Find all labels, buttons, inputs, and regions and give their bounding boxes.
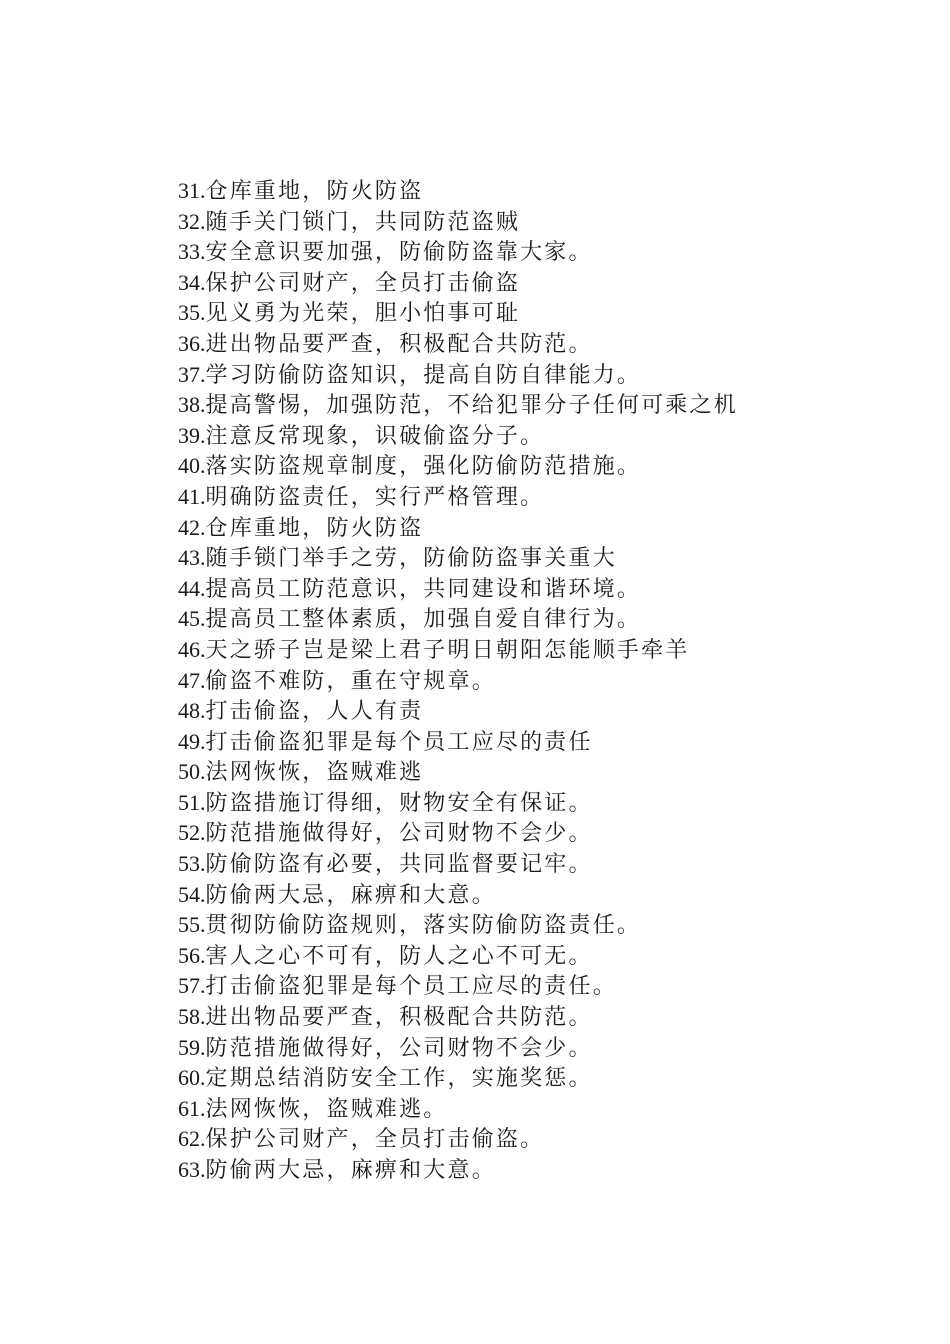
slogan-list-item xyxy=(178,666,738,697)
slogan-number: 56. xyxy=(178,942,206,968)
slogan-text: 贯彻防偷防盗规则，落实防偷防盗责任。 xyxy=(205,913,642,939)
slogan-text: 随手关门锁门，共同防范盗贼 xyxy=(205,209,521,235)
slogan-list-item xyxy=(178,543,738,574)
slogan-text: 防偷两大忌，麻痹和大意。 xyxy=(205,882,496,908)
slogan-text: 仓库重地，防火防盗 xyxy=(205,515,424,541)
slogan-number: 35. xyxy=(178,300,206,326)
slogan-text: 落实防盗规章制度，强化防偷防范措施。 xyxy=(205,454,642,480)
slogan-number: 63. xyxy=(178,1157,206,1182)
slogan-list-item xyxy=(178,941,738,972)
slogan-number: 61. xyxy=(178,1095,206,1121)
slogan-list-item xyxy=(178,880,738,911)
slogan-text: 进出物品要严查，积极配合共防范。 xyxy=(205,331,593,357)
slogan-number: 33. xyxy=(178,239,206,265)
slogan-text: 注意反常现象，识破偷盗分子。 xyxy=(205,423,545,449)
slogan-number: 50. xyxy=(178,759,206,785)
slogan-number: 44. xyxy=(178,575,206,601)
slogan-number: 48. xyxy=(178,698,206,724)
slogan-text: 随手锁门举手之劳，防偷防盗事关重大 xyxy=(205,546,617,572)
slogan-list-item xyxy=(178,971,738,1002)
slogan-number: 54. xyxy=(178,881,206,907)
slogan-number: 57. xyxy=(178,973,206,999)
slogan-number: 38. xyxy=(178,392,206,418)
slogan-text: 保护公司财产，全员打击偷盗 xyxy=(205,270,521,296)
slogan-list-item xyxy=(178,635,738,666)
slogan-text: 明确防盗责任，实行严格管理。 xyxy=(205,484,545,510)
slogan-number: 42. xyxy=(178,514,206,540)
slogan-number: 34. xyxy=(178,269,206,295)
slogan-text: 防偷两大忌，麻痹和大意。 xyxy=(205,1158,496,1183)
slogan-list-item xyxy=(178,1063,738,1094)
slogan-list-item xyxy=(178,207,738,238)
slogan-list-item xyxy=(178,176,738,207)
slogan-list xyxy=(178,176,738,1186)
slogan-list-item xyxy=(178,788,738,819)
slogan-list-item xyxy=(178,421,738,452)
slogan-list-item xyxy=(178,1124,738,1155)
slogan-list-item xyxy=(178,910,738,941)
slogan-text: 见义勇为光荣，胆小怕事可耻 xyxy=(205,301,521,327)
slogan-number: 60. xyxy=(178,1065,206,1091)
slogan-list-item xyxy=(178,513,738,544)
slogan-text: 打击偷盗犯罪是每个员工应尽的责任。 xyxy=(205,974,617,1000)
slogan-text: 害人之心不可有，防人之心不可无。 xyxy=(205,943,593,969)
slogan-text: 安全意识要加强，防偷防盗靠大家。 xyxy=(205,240,593,266)
slogan-text: 仓库重地，防火防盗 xyxy=(205,179,424,204)
slogan-number: 51. xyxy=(178,789,206,815)
slogan-list-item xyxy=(178,574,738,605)
slogan-number: 31. xyxy=(178,178,206,203)
slogan-list-item xyxy=(178,329,738,360)
slogan-number: 37. xyxy=(178,361,206,387)
slogan-list-item xyxy=(178,818,738,849)
slogan-list-item xyxy=(178,451,738,482)
slogan-number: 45. xyxy=(178,606,206,632)
slogan-text: 提高员工整体素质，加强自爱自律行为。 xyxy=(205,607,642,633)
slogan-list-item xyxy=(178,237,738,268)
slogan-list-item xyxy=(178,696,738,727)
slogan-list-item xyxy=(178,298,738,329)
slogan-text: 保护公司财产，全员打击偷盗。 xyxy=(205,1127,545,1153)
slogan-list-item xyxy=(178,1033,738,1064)
slogan-list-item xyxy=(178,360,738,391)
slogan-text: 打击偷盗，人人有责 xyxy=(205,699,424,725)
slogan-list-item xyxy=(178,604,738,635)
slogan-text: 防偷防盗有必要，共同监督要记牢。 xyxy=(205,852,593,878)
slogan-number: 55. xyxy=(178,912,206,938)
slogan-text: 学习防偷防盗知识，提高自防自律能力。 xyxy=(205,362,642,388)
slogan-number: 62. xyxy=(178,1126,206,1152)
slogan-text: 偷盗不难防，重在守规章。 xyxy=(205,668,496,694)
slogan-text: 定期总结消防安全工作，实施奖惩。 xyxy=(205,1066,593,1092)
slogan-number: 32. xyxy=(178,208,206,234)
slogan-number: 52. xyxy=(178,820,206,846)
slogan-number: 53. xyxy=(178,851,206,877)
slogan-text: 天之骄子岂是梁上君子明日朝阳怎能顺手牵羊 xyxy=(205,637,690,663)
slogan-list-item xyxy=(178,1002,738,1033)
slogan-number: 58. xyxy=(178,1004,206,1030)
slogan-text: 法网恢恢，盗贼难逃。 xyxy=(205,1096,448,1122)
slogan-number: 43. xyxy=(178,545,206,571)
slogan-list-item xyxy=(178,390,738,421)
slogan-text: 法网恢恢，盗贼难逃 xyxy=(205,760,424,786)
slogan-list-item xyxy=(178,1094,738,1125)
slogan-number: 39. xyxy=(178,422,206,448)
slogan-text: 提高警惕，加强防范，不给犯罪分子任何可乘之机 xyxy=(205,393,738,419)
slogan-text: 进出物品要严查，积极配合共防范。 xyxy=(205,1005,593,1031)
slogan-list-item xyxy=(178,849,738,880)
slogan-number: 46. xyxy=(178,636,206,662)
slogan-list-item xyxy=(178,757,738,788)
slogan-number: 49. xyxy=(178,728,206,754)
slogan-list-item xyxy=(178,1155,738,1186)
slogan-text: 打击偷盗犯罪是每个员工应尽的责任 xyxy=(205,729,593,755)
slogan-list-item xyxy=(178,727,738,758)
slogan-number: 36. xyxy=(178,330,206,356)
slogan-text: 防范措施做得好，公司财物不会少。 xyxy=(205,821,593,847)
slogan-list-item xyxy=(178,268,738,299)
slogan-number: 59. xyxy=(178,1034,206,1060)
slogan-text: 防范措施做得好，公司财物不会少。 xyxy=(205,1035,593,1061)
slogan-text: 提高员工防范意识，共同建设和谐环境。 xyxy=(205,576,642,602)
slogan-number: 40. xyxy=(178,453,206,479)
slogan-number: 41. xyxy=(178,483,206,509)
slogan-number: 47. xyxy=(178,667,206,693)
slogan-list-item xyxy=(178,482,738,513)
slogan-text: 防盗措施订得细，财物安全有保证。 xyxy=(205,790,593,816)
